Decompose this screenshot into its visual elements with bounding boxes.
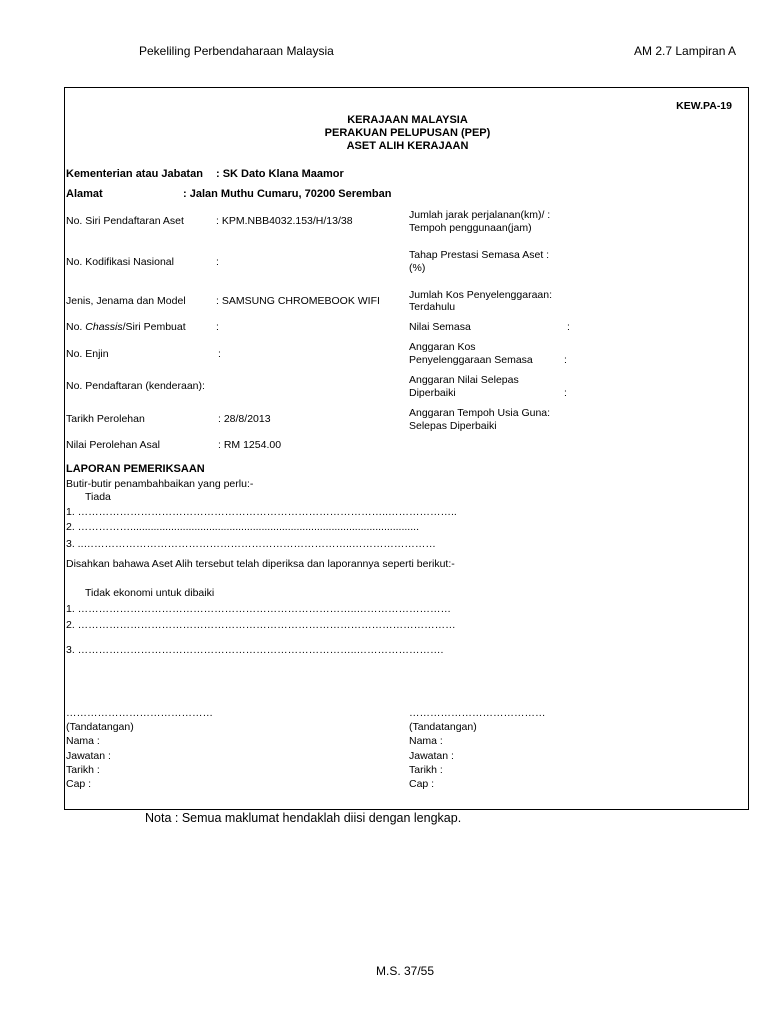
right-field-kos-line2: Terdahulu — [409, 301, 456, 313]
signature-left-cap: Cap : — [66, 778, 92, 790]
right-field-prestasi-line2: (%) — [409, 262, 426, 274]
butir-line-2: 2. ……………................................................................................................... — [66, 521, 419, 533]
butir-line-3: 3. ..…………………………………………………………………..…………………… — [66, 538, 436, 550]
butir-line-1: 1. ……………………………………………………………………………..……………….. — [66, 506, 457, 518]
signature-left-nama: Nama : — [66, 735, 100, 747]
right-field-anggaran-nilai-line1: Anggaran Nilai Selepas — [409, 374, 519, 386]
right-field-jarak-line1: Jumlah jarak perjalanan(km)/ : — [409, 209, 551, 221]
field-value-kodifikasi: : — [216, 256, 219, 268]
signature-right-tandatangan: (Tandatangan) — [409, 721, 477, 733]
field-value-enjin: : — [218, 348, 221, 360]
field-label-no-siri: No. Siri Pendaftaran Aset — [66, 215, 184, 227]
page-header-right: AM 2.7 Lampiran A — [634, 44, 737, 58]
signature-right-tarikh: Tarikh : — [409, 764, 443, 776]
field-label-jenis: Jenis, Jenama dan Model — [66, 295, 186, 307]
signature-left-tarikh: Tarikh : — [66, 764, 100, 776]
right-field-anggaran-kos-line2: Penyelenggaraan Semasa — [409, 354, 533, 366]
form-title-line-2: PERAKUAN PELUPUSAN (PEP) — [324, 127, 491, 139]
signature-right-cap: Cap : — [409, 778, 435, 790]
right-field-nilai-semasa: Nilai Semasa — [409, 321, 471, 333]
right-field-kos-line1: Jumlah Kos Penyelenggaraan: — [409, 289, 553, 301]
kementerian-label: Kementerian atau Jabatan — [66, 168, 203, 180]
butir-label: Butir-butir penambahbaikan yang perlu:- — [66, 478, 254, 490]
field-label-nilai-perolehan: Nilai Perolehan Asal — [66, 439, 160, 451]
butir-value: Tiada — [85, 491, 111, 503]
keputusan-line-2: 2. ……………………………………………………………………………………………… — [66, 619, 456, 631]
form-title-line-3: ASET ALIH KERAJAAN — [346, 140, 469, 152]
laporan-heading: LAPORAN PEMERIKSAAN — [66, 463, 205, 475]
disahkan-text: Disahkan bahawa Aset Alih tersebut telah diperiksa dan laporannya seperti berikut:- — [66, 558, 455, 570]
page-number: M.S. 37/55 — [376, 964, 435, 978]
right-field-tempoh-line1: Anggaran Tempoh Usia Guna: — [409, 407, 551, 419]
form-box — [64, 87, 749, 810]
signature-right-jawatan: Jawatan : — [409, 750, 454, 762]
field-label-enjin: No. Enjin — [66, 348, 109, 360]
right-field-jarak-line2: Tempoh penggunaan(jam) — [409, 222, 532, 234]
right-field-anggaran-kos-line1: Anggaran Kos — [409, 341, 476, 353]
right-field-prestasi-line1: Tahap Prestasi Semasa Aset : — [409, 249, 550, 261]
signature-left-jawatan: Jawatan : — [66, 750, 111, 762]
form-code: KEW.PA-19 — [676, 100, 732, 112]
right-field-anggaran-nilai-colon: : — [564, 387, 567, 399]
field-label-pendaftaran: No. Pendaftaran (kenderaan): — [66, 380, 205, 392]
signature-left-line: …………………………………… — [66, 707, 213, 719]
field-label-kodifikasi: No. Kodifikasi Nasional — [66, 256, 174, 268]
page-header-left: Pekeliling Perbendaharaan Malaysia — [139, 44, 334, 58]
field-value-tarikh-perolehan: : 28/8/2013 — [218, 413, 271, 425]
field-value-jenis: : SAMSUNG CHROMEBOOK WIFI — [216, 295, 380, 307]
field-value-no-siri: : KPM.NBB4032.153/H/13/38 — [216, 215, 353, 227]
nota-text: Nota : Semua maklumat hendaklah diisi dengan lengkap. — [145, 811, 462, 825]
signature-left-tandatangan: (Tandatangan) — [66, 721, 134, 733]
alamat-value: : Jalan Muthu Cumaru, 70200 Seremban — [183, 188, 392, 200]
right-field-nilai-semasa-colon: : — [567, 321, 570, 333]
form-title-line-1: KERAJAAN MALAYSIA — [347, 114, 468, 126]
field-label-chassis: No. Chassis/Siri Pembuat — [66, 321, 186, 333]
right-field-anggaran-kos-colon: : — [564, 354, 567, 366]
field-value-chassis: : — [216, 321, 219, 333]
keputusan-line-1: 1. ……………………………………………………………………..……………………… — [66, 603, 452, 615]
keputusan-text: Tidak ekonomi untuk dibaiki — [85, 587, 215, 599]
keputusan-line-3: 3. ……………………………………………………………………..……………………. — [66, 644, 444, 656]
right-field-anggaran-nilai-line2: Diperbaiki — [409, 387, 456, 399]
signature-right-nama: Nama : — [409, 735, 443, 747]
kementerian-value: : SK Dato Klana Maamor — [216, 168, 344, 180]
field-label-tarikh-perolehan: Tarikh Perolehan — [66, 413, 145, 425]
right-field-tempoh-line2: Selepas Diperbaiki — [409, 420, 497, 432]
alamat-label: Alamat — [66, 188, 103, 200]
field-value-nilai-perolehan: : RM 1254.00 — [218, 439, 282, 451]
signature-right-line: ………………………………… — [409, 707, 546, 719]
